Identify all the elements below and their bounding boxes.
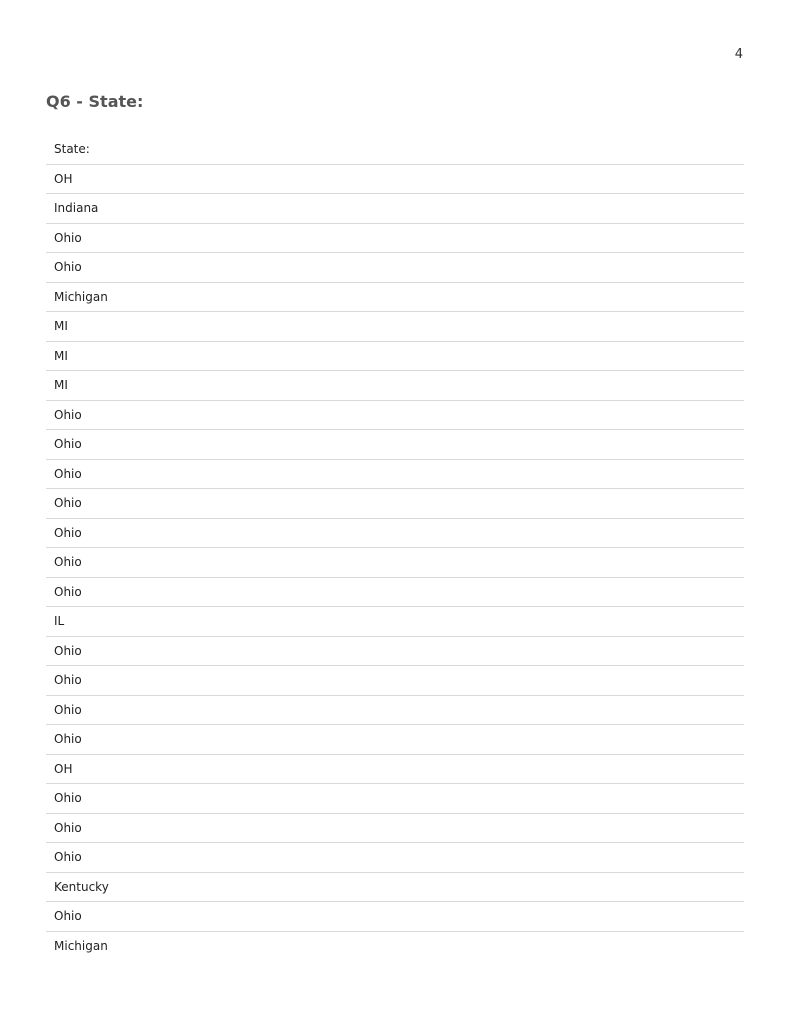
table-row — [46, 282, 744, 312]
table-header-row — [46, 135, 744, 164]
table-row — [46, 400, 744, 430]
table-row — [46, 636, 744, 666]
response-cell: Kentucky — [46, 872, 744, 902]
table-row — [46, 459, 744, 489]
table-row — [46, 931, 744, 960]
response-list — [46, 164, 744, 960]
table-row — [46, 194, 744, 224]
question-title: Q6 - State: — [46, 92, 144, 111]
table-row — [46, 341, 744, 371]
table-row — [46, 725, 744, 755]
response-cell: Ohio — [46, 636, 744, 666]
response-cell: Michigan — [54, 938, 108, 953]
table-row — [46, 607, 744, 637]
response-cell: Michigan — [46, 282, 744, 312]
table-row — [46, 371, 744, 401]
table-row — [46, 253, 744, 283]
table-row — [46, 164, 744, 194]
table-row — [46, 902, 744, 932]
table-row — [46, 784, 744, 814]
table-row — [46, 430, 744, 460]
table-row — [46, 666, 744, 696]
response-cell: MI — [46, 341, 744, 371]
response-cell: Ohio — [46, 813, 744, 843]
response-cell: Ohio — [46, 489, 744, 519]
table-row — [46, 312, 744, 342]
column-header-state: State: — [46, 135, 744, 164]
table-row — [46, 695, 744, 725]
response-cell: Ohio — [46, 223, 744, 253]
response-cell: Ohio — [46, 666, 744, 696]
response-cell: Ohio — [46, 902, 744, 932]
response-cell: Ohio — [46, 253, 744, 283]
table-row — [46, 872, 744, 902]
response-cell: Ohio — [46, 400, 744, 430]
response-cell: Ohio — [46, 430, 744, 460]
response-cell: Ohio — [46, 577, 744, 607]
response-cell: Indiana — [46, 194, 744, 224]
response-cell: OH — [46, 164, 744, 194]
response-cell: Ohio — [46, 784, 744, 814]
response-cell: Ohio — [46, 548, 744, 578]
table-row — [46, 518, 744, 548]
table-row — [46, 489, 744, 519]
response-cell: OH — [46, 754, 744, 784]
table-row — [46, 843, 744, 873]
response-cell: MI — [46, 371, 744, 401]
table-row — [46, 223, 744, 253]
response-cell: Ohio — [46, 695, 744, 725]
page-number: 4 — [734, 47, 743, 62]
table-row — [46, 813, 744, 843]
response-cell: MI — [46, 312, 744, 342]
response-cell: Ohio — [46, 518, 744, 548]
response-table — [46, 135, 744, 960]
response-cell: Ohio — [46, 725, 744, 755]
response-cell: Ohio — [46, 843, 744, 873]
table-row — [46, 577, 744, 607]
table-row — [46, 548, 744, 578]
response-cell: Ohio — [46, 459, 744, 489]
table-row — [46, 754, 744, 784]
response-cell: IL — [46, 607, 744, 637]
